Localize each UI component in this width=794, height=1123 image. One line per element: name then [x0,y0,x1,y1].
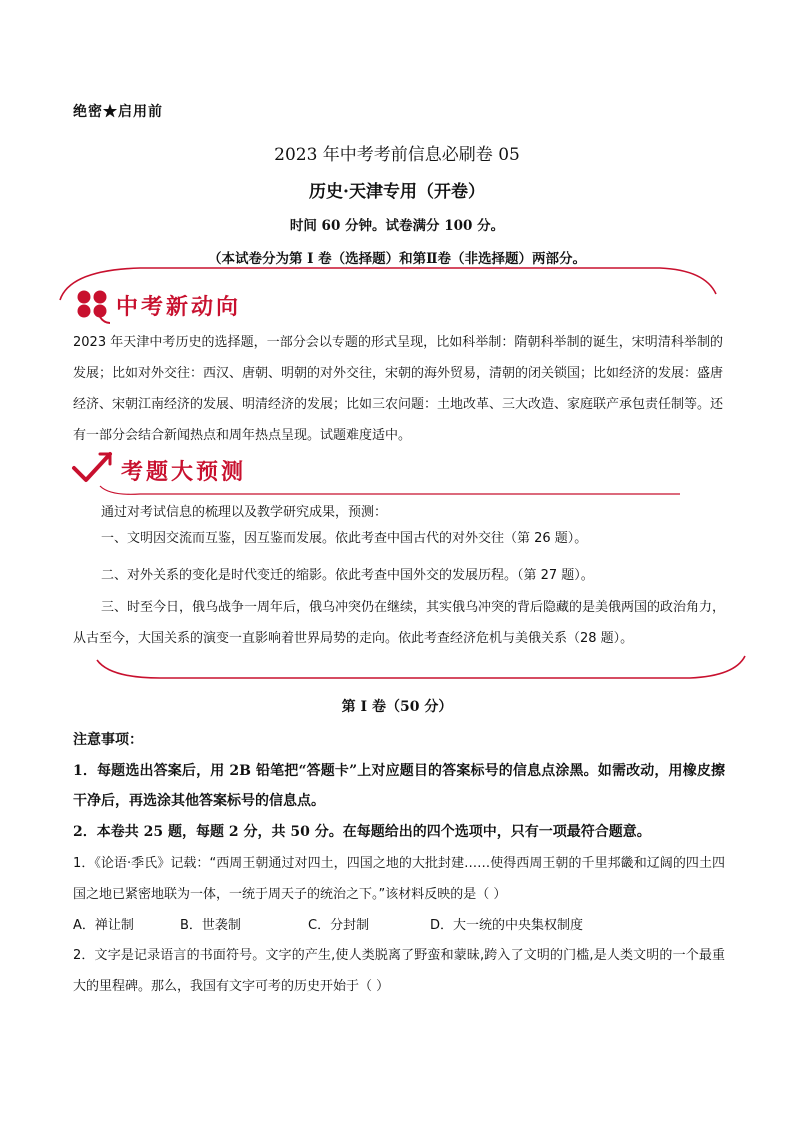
checkmark-icon [74,454,110,480]
prediction-underline [100,486,680,494]
attention-label: 注意事项： [73,732,143,748]
exam-subject: 历史·天津专用（开卷） [309,182,485,202]
question-2: 2．文字是记录语言的书面符号。文字的产生,使人类脱离了野蛮和蒙昧,跨入了文明的门槛,是人类文明的一个最重大的里程碑。那么，我国有文字可考的历史开始于（ ） [73,948,725,994]
question-1-option-d: D．大一统的中央集权制度 [430,918,584,933]
flower-icon [78,291,111,324]
exam-title: 2023 年中考考前信息必刷卷 05 [274,145,520,165]
trend-text: 2023 年天津中考历史的选择题，一部分会以专题的形式呈现，比如科举制：隋朝科举制的诞生，宋明清科举制的发展；比如对外交往：西汉、唐朝、明朝的对外交往，宋朝的海外贸易，清朝的闭关锁国；比如经济的发展：盛唐经济、宋朝江南经济的发展、明清经济的发展；比如三农问题：土地改革、三大改造、家庭联产承包责任制等。还有一部分会结合新闻热点和周年热点呈现。试题难度适中。 [73,335,724,443]
section-heading: 第 I 卷（50 分） [341,699,453,715]
prediction-title: 考题大预测 [121,460,247,485]
exam-parts-note: （本试卷分为第 I 卷（选择题）和第Ⅱ卷（非选择题）两部分。 [207,251,587,267]
question-1-option-c: C．分封制 [308,918,370,933]
prediction-intro: 通过对考试信息的梳理以及教学研究成果，预测： [101,505,388,520]
secret-label: 绝密★启用前 [73,104,163,120]
prediction-item-1: 一、文明因交流而互鉴，因互鉴而发展。依此考查中国古代的对外交往（第 26 题）。 [101,531,588,546]
rule-2: 2．本卷共 25 题，每题 2 分，共 50 分。在每题给出的四个选项中，只有一项最符合题意。 [73,824,651,840]
trend-title: 中考新动向 [116,295,242,320]
rule-1: 1．每题选出答案后，用 2B 铅笔把“答题卡”上对应题目的答案标号的信息点涂黑。如需改动，用橡皮擦干净后，再选涂其他答案标号的信息点。 [73,763,725,809]
question-1-option-b: B．世袭制 [180,918,241,933]
exam-time: 时间 60 分钟。试卷满分 100 分。 [289,218,505,234]
bottom-curve [97,656,745,678]
prediction-item-3: 三、时至今日，俄乌战争一周年后，俄乌冲突仍在继续，其实俄乌冲突的背后隐藏的是美俄两国的政治角力，从古至今，大国关系的演变一直影响着世界局势的走向。依此考查经济危机与美俄关系（28 题）。 [73,600,726,646]
question-1-option-a: A．禅让制 [73,918,134,933]
prediction-item-2: 二、对外关系的变化是时代变迁的缩影。依此考查中国外交的发展历程。（第 27 题）。 [101,568,594,583]
question-1: 1．《论语·季氏》记载：“西周王朝通过对四土，四国之地的大批封建……使得西周王朝的千里邦畿和辽阔的四土四国之地已紧密地联为一体，一统于周天子的统治之下。”该材料反映的是（ ） [73,856,725,902]
